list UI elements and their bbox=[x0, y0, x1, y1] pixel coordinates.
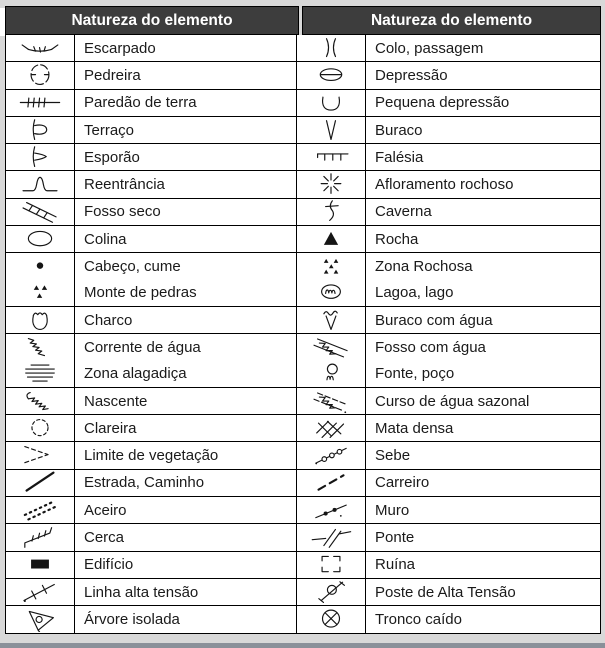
zona-alagadica-icon bbox=[10, 361, 70, 386]
table-row bbox=[6, 144, 600, 171]
symbol-slot bbox=[297, 442, 365, 468]
symbol-cell bbox=[297, 307, 366, 333]
buraco-com-agua-icon bbox=[301, 308, 361, 333]
table-row bbox=[6, 524, 600, 551]
symbol-label: Terraço bbox=[84, 121, 135, 139]
symbol-cell bbox=[297, 90, 366, 116]
table-row bbox=[6, 552, 600, 579]
arvore-isolada-icon bbox=[10, 607, 70, 632]
lagoa-lago-icon bbox=[301, 280, 361, 305]
label-cell bbox=[366, 253, 599, 306]
symbol-cell bbox=[297, 606, 366, 632]
label-cell bbox=[75, 226, 297, 252]
rocha-icon bbox=[301, 227, 361, 252]
symbol-slot bbox=[6, 497, 74, 523]
table-row bbox=[6, 497, 600, 524]
symbol-label: Charco bbox=[84, 311, 133, 329]
symbol-cell bbox=[6, 606, 75, 632]
symbol-slot bbox=[297, 497, 365, 523]
symbol-label: Colina bbox=[84, 230, 127, 248]
label-cell bbox=[75, 442, 297, 468]
sebe-icon bbox=[301, 443, 361, 468]
label-cell bbox=[75, 117, 297, 143]
label-cell bbox=[366, 497, 599, 523]
symbol-slot bbox=[6, 334, 74, 360]
symbol-cell bbox=[297, 144, 366, 170]
label-cell bbox=[366, 334, 599, 387]
label-cell bbox=[75, 524, 297, 550]
label-cell bbox=[366, 552, 599, 578]
symbol-label: Sebe bbox=[375, 447, 411, 465]
table-row bbox=[6, 442, 600, 469]
symbol-label: Esporão bbox=[84, 148, 140, 166]
symbol-cell bbox=[297, 415, 366, 441]
symbol-cell bbox=[6, 62, 75, 88]
symbol-label: Depressão bbox=[375, 66, 448, 84]
symbol-cell bbox=[6, 35, 75, 61]
label-cell bbox=[75, 497, 297, 523]
table-body bbox=[5, 35, 601, 634]
terraco-icon bbox=[10, 118, 70, 143]
caverna-icon bbox=[301, 199, 361, 224]
estrada-caminho-icon bbox=[10, 470, 70, 495]
symbol-label: Nascente bbox=[84, 392, 148, 410]
label-cell bbox=[366, 579, 599, 605]
symbol-slot bbox=[297, 117, 365, 143]
symbol-slot bbox=[297, 35, 365, 61]
zona-rochosa-icon bbox=[301, 254, 361, 279]
symbol-slot bbox=[6, 470, 74, 496]
symbol-label: Cabeço, cume bbox=[84, 258, 181, 276]
symbol-label: Estrada, Caminho bbox=[84, 474, 205, 492]
symbol-slot bbox=[297, 199, 365, 225]
symbol-slot bbox=[6, 226, 74, 252]
table-row bbox=[6, 606, 600, 633]
symbol-cell bbox=[6, 90, 75, 116]
symbol-slot bbox=[6, 90, 74, 116]
label-cell bbox=[75, 606, 297, 632]
table-row bbox=[6, 62, 600, 89]
label-cell bbox=[366, 442, 599, 468]
fosso-seco-icon bbox=[10, 199, 70, 224]
symbol-slot bbox=[297, 90, 365, 116]
label-cell bbox=[366, 62, 599, 88]
table-row bbox=[6, 253, 600, 307]
carreiro-icon bbox=[301, 470, 361, 495]
linha-alta-tensao-icon bbox=[10, 580, 70, 605]
table-row bbox=[6, 90, 600, 117]
symbol-label: Fosso com água bbox=[375, 338, 486, 356]
symbol-cell bbox=[6, 579, 75, 605]
symbol-label: Cerca bbox=[84, 528, 125, 546]
symbol-label: Buraco bbox=[375, 121, 423, 139]
label-cell bbox=[75, 171, 297, 197]
symbol-slot bbox=[297, 334, 365, 360]
symbol-label: Tronco caído bbox=[375, 610, 462, 628]
label-cell bbox=[75, 415, 297, 441]
symbol-slot bbox=[297, 226, 365, 252]
symbol-cell bbox=[6, 442, 75, 468]
symbol-slot bbox=[297, 144, 365, 170]
label-cell bbox=[75, 253, 297, 306]
symbol-label: Clareira bbox=[84, 419, 137, 437]
symbol-cell bbox=[297, 497, 366, 523]
symbol-label: Zona Rochosa bbox=[375, 258, 473, 276]
symbol-slot bbox=[297, 415, 365, 441]
symbol-label: Paredão de terra bbox=[84, 94, 197, 112]
symbol-slot bbox=[6, 35, 74, 61]
symbol-cell bbox=[297, 62, 366, 88]
cerca-icon bbox=[10, 525, 70, 550]
aceiro-icon bbox=[10, 498, 70, 523]
symbol-label: Limite de vegetação bbox=[84, 447, 219, 465]
label-cell bbox=[366, 388, 599, 414]
ruina-icon bbox=[301, 552, 361, 577]
symbol-label: Corrente de água bbox=[84, 338, 201, 356]
symbol-slot bbox=[297, 253, 365, 279]
label-cell bbox=[75, 388, 297, 414]
symbol-slot bbox=[6, 253, 74, 279]
label-cell bbox=[366, 226, 599, 252]
table-row bbox=[6, 579, 600, 606]
symbol-slot bbox=[297, 171, 365, 197]
symbol-cell bbox=[6, 552, 75, 578]
symbol-label: Ponte bbox=[375, 528, 415, 546]
paredao-de-terra-icon bbox=[10, 90, 70, 115]
symbol-slot bbox=[297, 606, 365, 632]
table-row bbox=[6, 35, 600, 62]
symbol-cell bbox=[6, 388, 75, 414]
label-cell bbox=[75, 334, 297, 387]
table-row bbox=[6, 199, 600, 226]
symbol-slot bbox=[297, 579, 365, 605]
header-left: Natureza do elemento bbox=[5, 6, 299, 35]
label-cell bbox=[366, 199, 599, 225]
corrente-de-agua-icon bbox=[10, 335, 70, 360]
charco-icon bbox=[10, 308, 70, 333]
symbol-cell bbox=[297, 35, 366, 61]
monte-de-pedras-icon bbox=[10, 280, 70, 305]
pedreira-icon bbox=[10, 63, 70, 88]
label-cell bbox=[366, 524, 599, 550]
label-cell bbox=[75, 144, 297, 170]
symbol-cell bbox=[297, 524, 366, 550]
cabeco-cume-icon bbox=[10, 254, 70, 279]
symbol-label: Monte de pedras bbox=[84, 284, 197, 302]
symbol-cell bbox=[297, 253, 366, 306]
symbol-cell bbox=[297, 388, 366, 414]
symbol-label: Muro bbox=[375, 501, 410, 519]
table-header-row bbox=[5, 6, 601, 35]
symbol-label: Ruína bbox=[375, 556, 416, 574]
symbol-slot bbox=[6, 524, 74, 550]
symbol-slot bbox=[6, 442, 74, 468]
symbol-label: Reentrância bbox=[84, 176, 165, 194]
symbol-slot bbox=[6, 199, 74, 225]
label-cell bbox=[75, 35, 297, 61]
symbol-slot bbox=[297, 307, 365, 333]
symbol-label: Aceiro bbox=[84, 501, 127, 519]
symbol-cell bbox=[297, 470, 366, 496]
poste-alta-tensao-icon bbox=[301, 580, 361, 605]
symbol-label: Carreiro bbox=[375, 474, 430, 492]
symbol-cell bbox=[297, 171, 366, 197]
table-row bbox=[6, 388, 600, 415]
limite-de-vegetacao-icon bbox=[10, 443, 70, 468]
symbol-cell bbox=[6, 199, 75, 225]
symbol-slot bbox=[297, 524, 365, 550]
buraco-icon bbox=[301, 118, 361, 143]
legend-table bbox=[5, 6, 601, 634]
symbol-label: Linha alta tensão bbox=[84, 583, 199, 601]
symbol-slot bbox=[6, 606, 74, 632]
colo-passagem-icon bbox=[301, 36, 361, 61]
table-row bbox=[6, 226, 600, 253]
label-cell bbox=[75, 470, 297, 496]
table-row bbox=[6, 470, 600, 497]
falesia-icon bbox=[301, 145, 361, 170]
symbol-label: Mata densa bbox=[375, 419, 454, 437]
symbol-label: Rocha bbox=[375, 230, 419, 248]
nascente-icon bbox=[10, 389, 70, 414]
symbol-label: Caverna bbox=[375, 203, 432, 221]
escarpado-icon bbox=[10, 36, 70, 61]
label-cell bbox=[366, 307, 599, 333]
symbol-label: Fosso seco bbox=[84, 203, 161, 221]
header-right: Natureza do elemento bbox=[302, 6, 601, 35]
symbol-label: Árvore isolada bbox=[84, 610, 180, 628]
symbol-cell bbox=[6, 226, 75, 252]
symbol-label: Poste de Alta Tensão bbox=[375, 583, 516, 601]
symbol-slot bbox=[6, 144, 74, 170]
table-row bbox=[6, 171, 600, 198]
symbol-label: Pedreira bbox=[84, 66, 141, 84]
symbol-label: Lagoa, lago bbox=[375, 284, 454, 302]
symbol-slot bbox=[6, 62, 74, 88]
label-cell bbox=[75, 307, 297, 333]
label-cell bbox=[366, 90, 599, 116]
reentrancia-icon bbox=[10, 172, 70, 197]
symbol-slot bbox=[6, 552, 74, 578]
fonte-poco-icon bbox=[301, 361, 361, 386]
curso-agua-sazonal-icon bbox=[301, 389, 361, 414]
table-row bbox=[6, 307, 600, 334]
symbol-cell bbox=[6, 117, 75, 143]
label-cell bbox=[366, 606, 599, 632]
symbol-cell bbox=[6, 334, 75, 387]
symbol-cell bbox=[297, 199, 366, 225]
label-cell bbox=[75, 90, 297, 116]
symbol-cell bbox=[6, 497, 75, 523]
ponte-icon bbox=[301, 525, 361, 550]
table-row bbox=[6, 334, 600, 388]
table-row bbox=[6, 415, 600, 442]
symbol-slot bbox=[6, 415, 74, 441]
symbol-label: Afloramento rochoso bbox=[375, 176, 514, 194]
symbol-cell bbox=[297, 579, 366, 605]
clareira-icon bbox=[10, 416, 70, 441]
symbol-slot bbox=[297, 280, 365, 306]
label-cell bbox=[366, 470, 599, 496]
symbol-cell bbox=[6, 171, 75, 197]
label-cell bbox=[366, 415, 599, 441]
fosso-com-agua-icon bbox=[301, 335, 361, 360]
pequena-depressao-icon bbox=[301, 90, 361, 115]
symbol-label: Colo, passagem bbox=[375, 39, 484, 57]
label-cell bbox=[75, 199, 297, 225]
symbol-slot bbox=[6, 280, 74, 306]
symbol-label: Curso de água sazonal bbox=[375, 392, 530, 410]
symbol-label: Fonte, poço bbox=[375, 365, 455, 383]
symbol-slot bbox=[6, 388, 74, 414]
symbol-slot bbox=[297, 361, 365, 387]
tronco-caido-icon bbox=[301, 607, 361, 632]
colina-icon bbox=[10, 227, 70, 252]
symbol-cell bbox=[6, 524, 75, 550]
symbol-cell bbox=[6, 415, 75, 441]
symbol-cell bbox=[6, 144, 75, 170]
esporao-icon bbox=[10, 145, 70, 170]
symbol-cell bbox=[297, 334, 366, 387]
bottom-edge-strip bbox=[0, 643, 605, 648]
label-cell bbox=[75, 552, 297, 578]
symbol-label: Pequena depressão bbox=[375, 94, 510, 112]
symbol-label: Escarpado bbox=[84, 39, 156, 57]
mata-densa-icon bbox=[301, 416, 361, 441]
symbol-cell bbox=[297, 552, 366, 578]
symbol-slot bbox=[297, 388, 365, 414]
symbol-cell bbox=[6, 307, 75, 333]
symbol-slot bbox=[297, 552, 365, 578]
label-cell bbox=[75, 62, 297, 88]
symbol-label: Edifício bbox=[84, 556, 134, 574]
symbol-cell bbox=[297, 442, 366, 468]
label-cell bbox=[366, 117, 599, 143]
symbol-slot bbox=[297, 470, 365, 496]
symbol-cell bbox=[6, 253, 75, 306]
symbol-slot bbox=[6, 171, 74, 197]
label-cell bbox=[75, 579, 297, 605]
symbol-slot bbox=[6, 361, 74, 387]
label-cell bbox=[366, 35, 599, 61]
muro-icon bbox=[301, 498, 361, 523]
symbol-label: Falésia bbox=[375, 148, 424, 166]
afloramento-rochoso-icon bbox=[301, 172, 361, 197]
symbol-cell bbox=[6, 470, 75, 496]
symbol-slot bbox=[6, 579, 74, 605]
table-row bbox=[6, 117, 600, 144]
symbol-slot bbox=[6, 117, 74, 143]
symbol-label: Buraco com água bbox=[375, 311, 493, 329]
symbol-slot bbox=[6, 307, 74, 333]
symbol-cell bbox=[297, 117, 366, 143]
symbol-label: Zona alagadiça bbox=[84, 365, 187, 383]
symbol-slot bbox=[297, 62, 365, 88]
symbol-cell bbox=[297, 226, 366, 252]
depressao-icon bbox=[301, 63, 361, 88]
label-cell bbox=[366, 144, 599, 170]
label-cell bbox=[366, 171, 599, 197]
edificio-icon bbox=[10, 552, 70, 577]
